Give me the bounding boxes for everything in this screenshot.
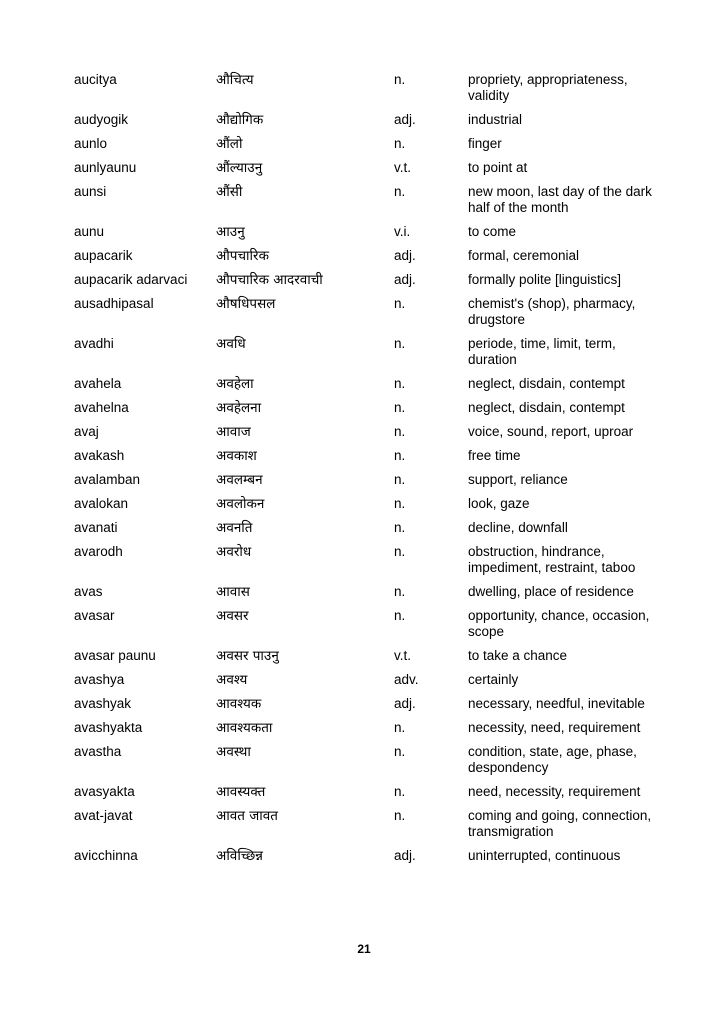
dictionary-entry [74,332,664,372]
entry-definition: formal, ceremonial [468,248,580,263]
entry-devanagari: अवनति [216,520,253,536]
entry-definition: coming and going, connection, transmigration [468,808,652,839]
entry-devanagari: अवसर [216,608,249,624]
entry-part-of-speech: n. [394,448,406,463]
entry-romanized: avahela [74,376,122,391]
entry-list [74,68,664,868]
entry-part-of-speech: n. [394,544,406,559]
entry-devanagari: औचित्य [216,72,254,88]
entry-devanagari: आवत जावत [216,808,279,824]
entry-definition: support, reliance [468,472,568,487]
entry-devanagari: आउनु [216,224,245,240]
dictionary-entry [74,580,664,604]
dictionary-entry [74,516,664,540]
entry-part-of-speech: n. [394,744,406,759]
entry-part-of-speech: n. [394,376,406,391]
entry-definition: new moon, last day of the dark half of the month [468,184,652,215]
entry-part-of-speech: n. [394,400,406,415]
entry-definition: certainly [468,672,519,687]
entry-romanized: aunu [74,224,105,239]
entry-romanized: ausadhipasal [74,296,154,311]
entry-definition: finger [468,136,502,151]
entry-part-of-speech: adj. [394,272,416,287]
entry-part-of-speech: n. [394,472,406,487]
entry-part-of-speech: n. [394,496,406,511]
entry-definition: to point at [468,160,528,175]
dictionary-entry [74,740,664,780]
entry-devanagari: अवस्था [216,744,251,760]
dictionary-entry [74,220,664,244]
entry-definition: to come [468,224,517,239]
dictionary-entry [74,244,664,268]
dictionary-entry [74,804,664,844]
dictionary-entry [74,692,664,716]
entry-devanagari: आवस्यक्त [216,784,266,800]
entry-part-of-speech: v.i. [394,224,411,239]
entry-romanized: avashya [74,672,125,687]
dictionary-entry [74,292,664,332]
dictionary-entry [74,444,664,468]
dictionary-entry [74,396,664,420]
entry-part-of-speech: n. [394,520,406,535]
entry-definition: condition, state, age, phase, despondency [468,744,637,775]
dictionary-entry [74,604,664,644]
entry-definition: decline, downfall [468,520,568,535]
entry-devanagari: अविच्छिन्न [216,848,263,864]
entry-definition: necessary, needful, inevitable [468,696,645,711]
entry-romanized: avalokan [74,496,129,511]
entry-romanized: aunsi [74,184,107,199]
entry-part-of-speech: v.t. [394,160,412,175]
dictionary-entry [74,780,664,804]
entry-romanized: avasar paunu [74,648,156,663]
entry-devanagari: औषधिपसल [216,296,276,312]
entry-part-of-speech: n. [394,296,406,311]
entry-definition: free time [468,448,521,463]
entry-romanized: avat-javat [74,808,133,823]
entry-part-of-speech: adj. [394,696,416,711]
entry-romanized: audyogik [74,112,129,127]
entry-romanized: avastha [74,744,122,759]
dictionary-entry [74,108,664,132]
entry-romanized: avahelna [74,400,129,415]
entry-definition: propriety, appropriateness, validity [468,72,628,103]
entry-devanagari: आवास [216,584,250,600]
entry-romanized: avaj [74,424,99,439]
entry-definition: neglect, disdain, contempt [468,400,625,415]
entry-romanized: avanati [74,520,118,535]
entry-romanized: avasyakta [74,784,135,799]
entry-part-of-speech: n. [394,608,406,623]
entry-part-of-speech: adj. [394,112,416,127]
dictionary-entry [74,668,664,692]
entry-definition: formally polite [linguistics] [468,272,622,287]
entry-romanized: aunlyaunu [74,160,137,175]
dictionary-entry [74,468,664,492]
dictionary-entry [74,68,664,108]
entry-definition: obstruction, hindrance, impediment, restraint, taboo [468,544,636,575]
entry-definition: chemist's (shop), pharmacy, drugstore [468,296,636,327]
entry-definition: necessity, need, requirement [468,720,641,735]
entry-devanagari: अवलम्बन [216,472,263,488]
entry-devanagari: औपचारिक [216,248,269,264]
entry-definition: voice, sound, report, uproar [468,424,634,439]
entry-part-of-speech: n. [394,184,406,199]
entry-definition: uninterrupted, continuous [468,848,621,863]
entry-definition: look, gaze [468,496,530,511]
entry-romanized: aunlo [74,136,108,151]
entry-romanized: avicchinna [74,848,138,863]
entry-romanized: avashyak [74,696,132,711]
entry-romanized: avarodh [74,544,123,559]
entry-romanized: aupacarik adarvaci [74,272,188,287]
entry-devanagari: अवधि [216,336,246,352]
entry-romanized: aupacarik [74,248,133,263]
entry-definition: industrial [468,112,523,127]
entry-devanagari: आवश्यकता [216,720,273,736]
entry-devanagari: अवलोकन [216,496,265,512]
dictionary-entry [74,372,664,396]
entry-devanagari: आवश्यक [216,696,262,712]
dictionary-entry [74,268,664,292]
entry-part-of-speech: v.t. [394,648,412,663]
page-number: 21 [357,942,371,956]
entry-part-of-speech: n. [394,72,406,87]
entry-devanagari: अवरोध [216,544,252,560]
entry-romanized: avas [74,584,103,599]
entry-romanized: avakash [74,448,125,463]
entry-definition: neglect, disdain, contempt [468,376,625,391]
entry-part-of-speech: n. [394,136,406,151]
entry-romanized: avasar [74,608,115,623]
entry-part-of-speech: n. [394,784,406,799]
dictionary-entry [74,716,664,740]
entry-part-of-speech: n. [394,424,406,439]
entry-devanagari: औंलो [216,136,243,152]
dictionary-entry [74,844,664,868]
entry-romanized: avadhi [74,336,114,351]
entry-part-of-speech: adv. [394,672,419,687]
entry-definition: opportunity, chance, occasion, scope [468,608,650,639]
entry-devanagari: अवहेलना [216,400,262,416]
entry-part-of-speech: adj. [394,248,416,263]
dictionary-entry [74,420,664,444]
entry-romanized: avalamban [74,472,141,487]
entry-devanagari: औद्योगिक [216,112,264,128]
entry-part-of-speech: n. [394,336,406,351]
entry-devanagari: आवाज [216,424,251,440]
entry-romanized: avashyakta [74,720,143,735]
entry-definition: need, necessity, requirement [468,784,641,799]
dictionary-entry [74,156,664,180]
entry-part-of-speech: n. [394,720,406,735]
entry-devanagari: औंसी [216,184,243,200]
entry-definition: to take a chance [468,648,568,663]
entry-devanagari: अवकाश [216,448,257,464]
entry-definition: dwelling, place of residence [468,584,634,599]
entry-devanagari: अवश्य [216,672,248,688]
dictionary-entry [74,492,664,516]
entry-part-of-speech: n. [394,808,406,823]
dictionary-entry [74,540,664,580]
dictionary-entry [74,132,664,156]
entry-romanized: aucitya [74,72,117,87]
dictionary-entry [74,180,664,220]
entry-definition: periode, time, limit, term, duration [468,336,616,367]
entry-devanagari: अवहेला [216,376,254,392]
entry-devanagari: अवसर पाउनु [216,648,279,664]
dictionary-entry [74,644,664,668]
entry-part-of-speech: n. [394,584,406,599]
entry-part-of-speech: adj. [394,848,416,863]
entry-devanagari: औंल्याउनु [216,160,263,176]
entry-devanagari: औपचारिक आदरवाची [216,272,323,288]
